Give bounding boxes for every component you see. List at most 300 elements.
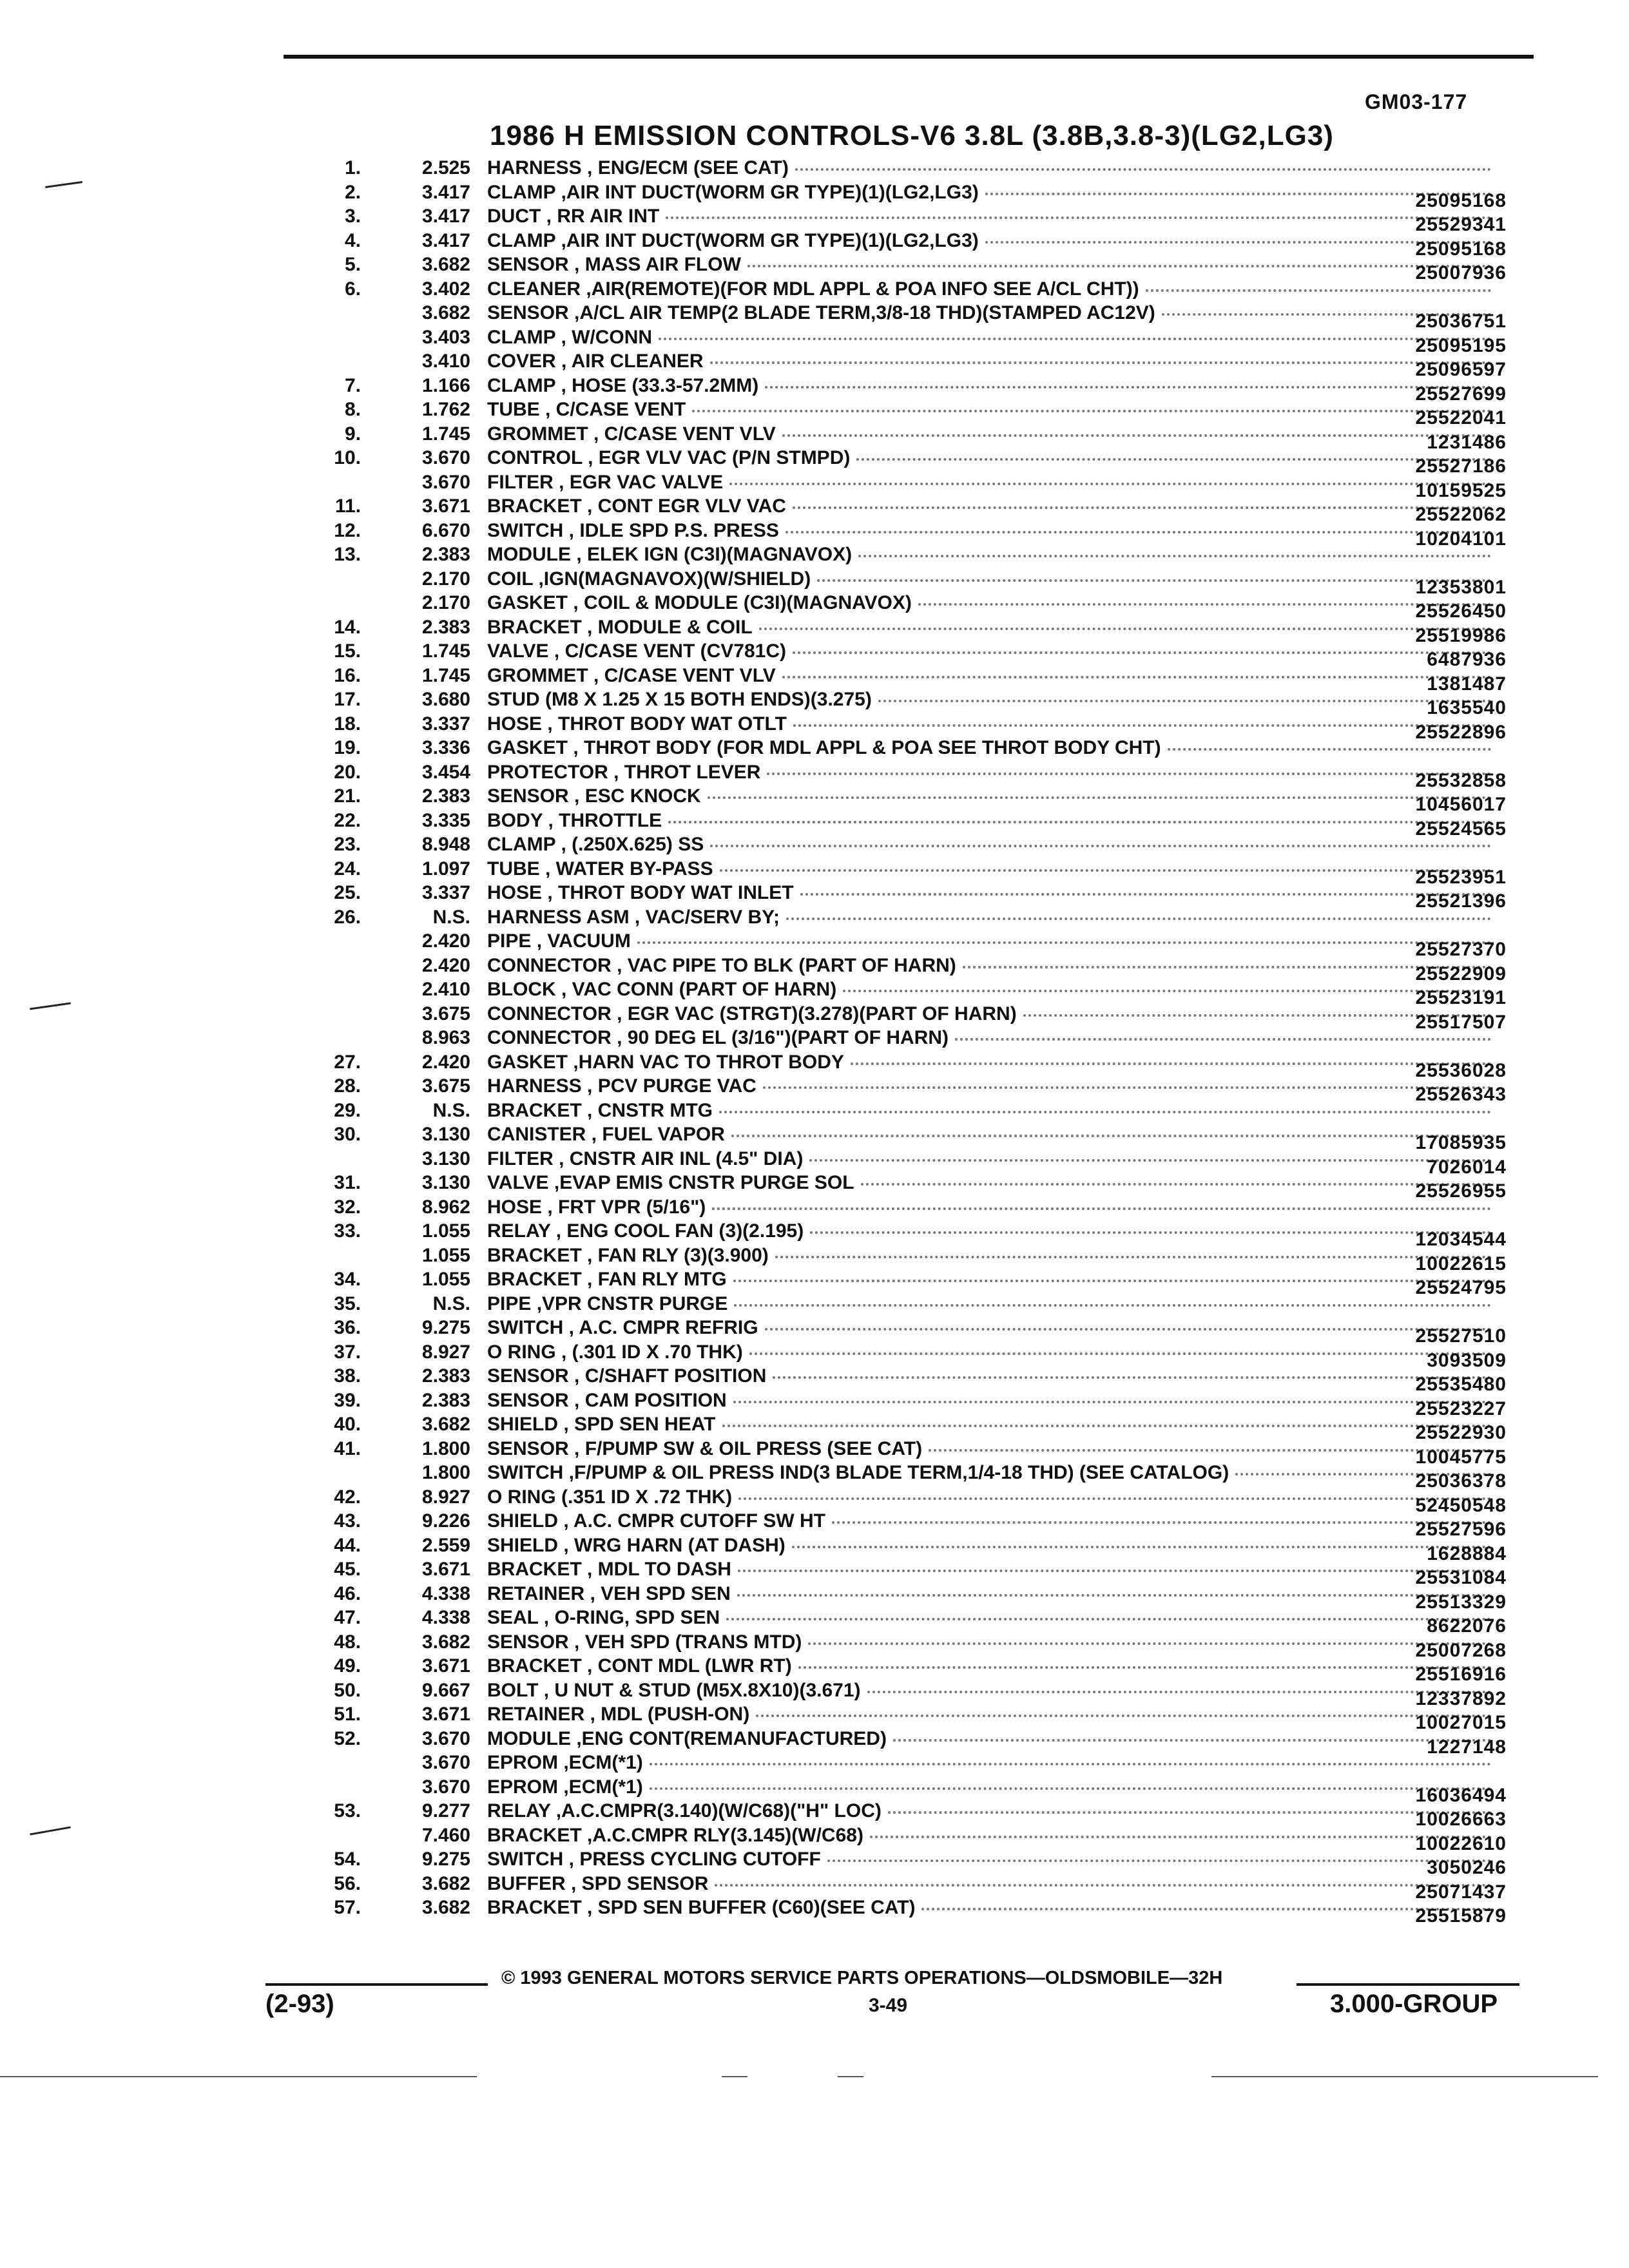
item-number: 17. xyxy=(334,689,361,710)
part-number: 7026014 xyxy=(1427,1156,1507,1178)
part-description: BRACKET , FAN RLY (3)(3.900) xyxy=(487,1244,769,1266)
part-number: 25527596 xyxy=(1415,1519,1507,1540)
part-number: 25531084 xyxy=(1415,1567,1507,1588)
group-number: 2.420 xyxy=(421,930,470,952)
top-rule xyxy=(284,55,1534,59)
part-row xyxy=(309,1654,1521,1685)
part-description: VALVE , C/CASE VENT (CV781C) xyxy=(487,640,786,662)
item-number: 19. xyxy=(334,737,361,758)
part-description: HOSE , THROT BODY WAT INLET xyxy=(487,882,794,903)
bottom-rule xyxy=(0,2076,477,2077)
part-description-cell xyxy=(487,1702,1496,1727)
part-description-cell xyxy=(487,687,1496,712)
part-number: 25523951 xyxy=(1415,866,1507,888)
part-description: VALVE ,EVAP EMIS CNSTR PURGE SOL xyxy=(487,1172,854,1193)
item-number: 36. xyxy=(334,1317,361,1338)
group-number: 2.420 xyxy=(421,1051,470,1073)
part-description: GASKET ,HARN VAC TO THROT BODY xyxy=(487,1051,844,1073)
part-number: 25095168 xyxy=(1415,238,1507,260)
part-number: 25036751 xyxy=(1415,311,1507,332)
group-number: 8.927 xyxy=(421,1341,470,1363)
group-number: 2.383 xyxy=(421,544,470,565)
part-description: COVER , AIR CLEANER xyxy=(487,351,704,372)
part-number: 25526450 xyxy=(1415,601,1507,622)
item-number: 33. xyxy=(334,1220,361,1242)
part-description: BRACKET , CNSTR MTG xyxy=(487,1099,713,1121)
dot-leader xyxy=(734,1304,1491,1307)
group-number: 9.275 xyxy=(421,1317,470,1338)
part-number: 25527186 xyxy=(1415,456,1507,477)
part-description-cell xyxy=(487,929,1496,954)
part-number: 25007268 xyxy=(1415,1639,1507,1661)
part-description: SEAL , O-RING, SPD SEN xyxy=(487,1607,720,1628)
group-number: 1.745 xyxy=(421,664,470,686)
group-number: 8.963 xyxy=(421,1027,470,1048)
page-id: GM03-177 xyxy=(1365,90,1468,113)
part-row xyxy=(309,519,1521,550)
footer-page-number: 3-49 xyxy=(869,1995,908,2016)
item-number: 18. xyxy=(334,713,361,735)
part-description: RETAINER , VEH SPD SEN xyxy=(487,1582,731,1604)
item-number: 40. xyxy=(334,1414,361,1435)
part-description: CONNECTOR , 90 DEG EL (3/16")(PART OF HARN) xyxy=(487,1027,949,1048)
group-number: 3.671 xyxy=(421,1655,470,1677)
part-row xyxy=(309,1461,1521,1492)
item-number: 56. xyxy=(334,1872,361,1894)
part-description-cell xyxy=(487,1485,1496,1510)
margin-mark xyxy=(45,181,82,188)
part-description-cell xyxy=(487,1316,1496,1340)
part-number: 1381487 xyxy=(1427,673,1507,695)
item-number: 15. xyxy=(334,640,361,662)
part-description-cell xyxy=(487,253,1496,277)
part-description-cell xyxy=(487,1630,1496,1655)
part-description: CONTROL , EGR VLV VAC (P/N STMPD) xyxy=(487,447,851,468)
part-row xyxy=(309,1847,1521,1878)
item-number: 51. xyxy=(334,1704,361,1725)
part-number: 25513329 xyxy=(1415,1591,1507,1613)
part-description-cell xyxy=(487,760,1496,785)
part-row xyxy=(309,1219,1521,1250)
part-row xyxy=(309,1267,1521,1298)
group-number: 3.670 xyxy=(421,1776,470,1798)
part-description: RELAY , ENG COOL FAN (3)(2.195) xyxy=(487,1220,804,1242)
part-description-cell xyxy=(487,954,1496,978)
part-number: 12337892 xyxy=(1415,1687,1507,1709)
group-number: N.S. xyxy=(432,1293,470,1314)
part-description: CLAMP , HOSE (33.3-57.2MM) xyxy=(487,374,759,396)
part-row xyxy=(309,1389,1521,1419)
group-number: 2.410 xyxy=(421,979,470,1000)
part-number: 25516916 xyxy=(1415,1664,1507,1685)
part-number: 1628884 xyxy=(1427,1542,1507,1564)
part-row xyxy=(309,494,1521,525)
part-row xyxy=(309,1099,1521,1123)
part-description-cell xyxy=(487,229,1496,253)
part-description-cell xyxy=(487,977,1496,1002)
part-description: RETAINER , MDL (PUSH-ON) xyxy=(487,1704,750,1725)
part-row xyxy=(309,1823,1521,1854)
footer-rule xyxy=(1296,1983,1519,1986)
part-row xyxy=(309,398,1521,428)
part-description-cell xyxy=(487,204,1496,229)
bottom-rule xyxy=(1211,2076,1598,2077)
part-description-cell xyxy=(487,1412,1496,1437)
bottom-rule xyxy=(838,2076,863,2077)
part-row xyxy=(309,1533,1521,1564)
part-description: SENSOR , CAM POSITION xyxy=(487,1389,727,1411)
part-row xyxy=(309,156,1521,180)
part-description-cell xyxy=(487,809,1496,833)
part-description: MODULE , ELEK IGN (C3I)(MAGNAVOX) xyxy=(487,544,853,565)
part-description-cell xyxy=(487,470,1496,495)
part-description: SENSOR , C/SHAFT POSITION xyxy=(487,1365,767,1387)
part-row xyxy=(309,349,1521,380)
part-description: BRACKET ,A.C.CMPR RLY(3.145)(W/C68) xyxy=(487,1824,863,1846)
dot-leader xyxy=(1146,289,1491,292)
item-number: 20. xyxy=(334,761,361,783)
part-description-cell xyxy=(487,1292,1496,1316)
part-number: 25524565 xyxy=(1415,818,1507,840)
part-row xyxy=(309,1147,1521,1178)
group-number: 9.226 xyxy=(421,1510,470,1532)
page-title: 1986 H EMISSION CONTROLS-V6 3.8L (3.8B,3.8-3)(LG2,LG3) xyxy=(490,120,1334,151)
part-description-cell xyxy=(487,422,1496,447)
group-number: 3.130 xyxy=(421,1172,470,1193)
part-number: 25527699 xyxy=(1415,383,1507,405)
part-row xyxy=(309,1485,1521,1516)
item-number: 39. xyxy=(334,1389,361,1411)
group-number: 3.417 xyxy=(421,181,470,203)
part-row xyxy=(309,712,1521,743)
part-description-cell xyxy=(487,349,1496,374)
part-number: 25515879 xyxy=(1415,1905,1507,1927)
part-row xyxy=(309,1026,1521,1050)
dot-leader xyxy=(858,555,1491,557)
part-number: 10022610 xyxy=(1415,1832,1507,1854)
group-number: 8.948 xyxy=(421,834,470,855)
item-number: 3. xyxy=(344,206,361,227)
part-description: BRACKET , MODULE & COIL xyxy=(487,616,753,638)
part-description: SHIELD , WRG HARN (AT DASH) xyxy=(487,1534,786,1556)
group-number: 3.335 xyxy=(421,809,470,831)
part-number: 25036378 xyxy=(1415,1470,1507,1492)
group-number: 3.410 xyxy=(421,351,470,372)
part-row xyxy=(309,1582,1521,1613)
part-description-cell xyxy=(487,1171,1496,1195)
part-number: 25524795 xyxy=(1415,1277,1507,1298)
part-number: 25526343 xyxy=(1415,1084,1507,1105)
group-number: 3.337 xyxy=(421,882,470,903)
part-description: GASKET , COIL & MODULE (C3I)(MAGNAVOX) xyxy=(487,592,912,613)
part-row xyxy=(309,374,1521,405)
part-number: 10027015 xyxy=(1415,1712,1507,1733)
group-number: 3.671 xyxy=(421,495,470,517)
footer-group: 3.000-GROUP xyxy=(1330,1990,1498,2018)
item-number: 23. xyxy=(334,834,361,855)
part-description-cell xyxy=(487,325,1496,350)
group-number: 3.682 xyxy=(421,254,470,275)
part-description: RELAY ,A.C.CMPR(3.140)(W/C68)("H" LOC) xyxy=(487,1800,882,1821)
group-number: 3.454 xyxy=(421,761,470,783)
part-description: SENSOR , ESC KNOCK xyxy=(487,785,701,807)
part-row xyxy=(309,301,1521,332)
part-description-cell xyxy=(487,1606,1496,1630)
part-row xyxy=(309,1437,1521,1468)
part-row xyxy=(309,470,1521,501)
part-number: 10456017 xyxy=(1415,794,1507,815)
group-number: 3.682 xyxy=(421,1631,470,1653)
part-number: 25521396 xyxy=(1415,890,1507,912)
part-description: HARNESS ASM , VAC/SERV BY; xyxy=(487,906,780,928)
part-number: 1231486 xyxy=(1427,431,1507,453)
part-row xyxy=(309,664,1521,695)
part-number: 25095195 xyxy=(1415,334,1507,356)
part-description-cell xyxy=(487,567,1496,591)
part-description-cell xyxy=(487,374,1496,398)
group-number: 1.166 xyxy=(421,374,470,396)
part-description-cell xyxy=(487,519,1496,543)
part-description-cell xyxy=(487,156,1496,180)
part-description-cell xyxy=(487,1002,1496,1026)
group-number: 3.130 xyxy=(421,1124,470,1145)
group-number: 2.525 xyxy=(421,157,470,178)
group-number: 1.055 xyxy=(421,1220,470,1242)
margin-mark xyxy=(30,1003,71,1010)
group-number: 2.383 xyxy=(421,616,470,638)
footer-rule xyxy=(265,1983,488,1986)
part-number: 3093509 xyxy=(1427,1349,1507,1371)
part-row xyxy=(309,253,1521,284)
part-description-cell xyxy=(487,857,1496,881)
part-row xyxy=(309,1678,1521,1709)
group-number: 3.671 xyxy=(421,1704,470,1725)
part-row xyxy=(309,857,1521,888)
part-description-cell xyxy=(487,615,1496,640)
group-number: 2.383 xyxy=(421,1365,470,1387)
part-description: FILTER , EGR VAC VALVE xyxy=(487,471,724,493)
part-row xyxy=(309,615,1521,646)
part-row xyxy=(309,1195,1521,1220)
part-description-cell xyxy=(487,639,1496,664)
group-number: 1.762 xyxy=(421,399,470,420)
part-row xyxy=(309,204,1521,235)
part-description: BLOCK , VAC CONN (PART OF HARN) xyxy=(487,979,837,1000)
part-description-cell xyxy=(487,301,1496,325)
group-number: 9.275 xyxy=(421,1849,470,1870)
group-number: 3.671 xyxy=(421,1559,470,1580)
part-number: 1635540 xyxy=(1427,697,1507,718)
part-description: BUFFER , SPD SENSOR xyxy=(487,1872,709,1894)
part-description-cell xyxy=(487,1074,1496,1099)
part-number: 25519986 xyxy=(1415,624,1507,646)
part-description: SENSOR ,A/CL AIR TEMP(2 BLADE TERM,3/8-18 THD)(STAMPED AC12V) xyxy=(487,302,1155,323)
part-description-cell xyxy=(487,1751,1496,1775)
part-number: 12034544 xyxy=(1415,1229,1507,1250)
part-number: 25529341 xyxy=(1415,214,1507,235)
part-description: CLAMP , (.250X.625) SS xyxy=(487,834,704,855)
dot-leader xyxy=(795,168,1491,171)
part-description: FILTER , CNSTR AIR INL (4.5" DIA) xyxy=(487,1148,804,1169)
item-number: 46. xyxy=(334,1582,361,1604)
part-description: BRACKET , CONT MDL (LWR RT) xyxy=(487,1655,792,1677)
part-description: SWITCH ,F/PUMP & OIL PRESS IND(3 BLADE TERM,1/4-18 THD) (SEE CATALOG) xyxy=(487,1462,1229,1483)
part-row xyxy=(309,687,1521,718)
item-number: 24. xyxy=(334,858,361,879)
group-number: 2.383 xyxy=(421,785,470,807)
part-description-cell xyxy=(487,784,1496,809)
item-number: 10. xyxy=(334,447,361,468)
group-number: 9.667 xyxy=(421,1679,470,1701)
part-description-cell xyxy=(487,736,1496,760)
group-number: 3.682 xyxy=(421,1414,470,1435)
dot-leader xyxy=(955,1038,1491,1041)
part-description-cell xyxy=(487,1678,1496,1703)
group-number: 1.097 xyxy=(421,858,470,879)
item-number: 16. xyxy=(334,664,361,686)
part-row xyxy=(309,784,1521,815)
part-description: CLAMP , W/CONN xyxy=(487,326,653,348)
part-description: HARNESS , PCV PURGE VAC xyxy=(487,1075,757,1097)
part-row xyxy=(309,905,1521,930)
part-description: PIPE ,VPR CNSTR PURGE xyxy=(487,1293,728,1314)
part-number: 25527370 xyxy=(1415,939,1507,960)
part-description-cell xyxy=(487,1195,1496,1220)
part-row xyxy=(309,1412,1521,1443)
part-description: CONNECTOR , VAC PIPE TO BLK (PART OF HARN) xyxy=(487,954,956,976)
item-number: 22. xyxy=(334,809,361,831)
part-description-cell xyxy=(487,1147,1496,1171)
part-row xyxy=(309,954,1521,985)
group-number: 4.338 xyxy=(421,1582,470,1604)
dot-leader xyxy=(650,1787,1491,1790)
part-row xyxy=(309,180,1521,211)
part-description-cell xyxy=(487,1654,1496,1678)
part-description-cell xyxy=(487,881,1496,905)
part-row xyxy=(309,1316,1521,1347)
part-description-cell xyxy=(487,1244,1496,1268)
part-row xyxy=(309,1799,1521,1830)
part-number: 25522896 xyxy=(1415,721,1507,743)
part-number: 25522909 xyxy=(1415,963,1507,985)
part-description: SWITCH , A.C. CMPR REFRIG xyxy=(487,1317,758,1338)
group-number: 3.680 xyxy=(421,689,470,710)
group-number: 2.170 xyxy=(421,568,470,590)
part-description: CLAMP ,AIR INT DUCT(WORM GR TYPE)(1)(LG2,LG3) xyxy=(487,181,979,203)
part-row xyxy=(309,543,1521,567)
part-row xyxy=(309,1122,1521,1153)
item-number: 26. xyxy=(334,906,361,928)
part-number: 3050246 xyxy=(1427,1857,1507,1878)
part-row xyxy=(309,1727,1521,1758)
item-number: 32. xyxy=(334,1196,361,1218)
part-description: BRACKET , CONT EGR VLV VAC xyxy=(487,495,786,517)
part-description-cell xyxy=(487,398,1496,422)
part-description: DUCT , RR AIR INT xyxy=(487,206,660,227)
item-number: 47. xyxy=(334,1607,361,1628)
part-row xyxy=(309,446,1521,477)
group-number: 1.745 xyxy=(421,640,470,662)
part-row xyxy=(309,1074,1521,1105)
part-description: SENSOR , MASS AIR FLOW xyxy=(487,254,741,275)
part-description-cell xyxy=(487,1437,1496,1461)
part-description-cell xyxy=(487,1557,1496,1582)
part-description: TUBE , C/CASE VENT xyxy=(487,399,686,420)
part-number: 10022615 xyxy=(1415,1253,1507,1274)
part-description: BOLT , U NUT & STUD (M5X.8X10)(3.671) xyxy=(487,1679,861,1701)
part-description: CLEANER ,AIR(REMOTE)(FOR MDL APPL & POA INFO SEE A/CL CHT)) xyxy=(487,278,1139,300)
part-description: SENSOR , VEH SPD (TRANS MTD) xyxy=(487,1631,802,1653)
part-row xyxy=(309,832,1521,857)
part-number: 10045775 xyxy=(1415,1446,1507,1468)
group-number: 1.055 xyxy=(421,1269,470,1290)
part-number: 25522930 xyxy=(1415,1422,1507,1443)
item-number: 11. xyxy=(334,495,361,517)
part-row xyxy=(309,229,1521,260)
part-row xyxy=(309,591,1521,622)
footer-copyright: © 1993 GENERAL MOTORS SERVICE PARTS OPERATIONS—OLDSMOBILE—32H xyxy=(501,1968,1223,1988)
part-number: 25096597 xyxy=(1415,359,1507,380)
group-number: 3.130 xyxy=(421,1148,470,1169)
group-number: 8.927 xyxy=(421,1486,470,1508)
item-number: 21. xyxy=(334,785,361,807)
group-number: 2.559 xyxy=(421,1534,470,1556)
part-description-cell xyxy=(487,1389,1496,1413)
part-description: CANISTER , FUEL VAPOR xyxy=(487,1124,725,1145)
item-number: 4. xyxy=(344,229,361,251)
part-description-cell xyxy=(487,180,1496,205)
part-number: 10204101 xyxy=(1415,528,1507,550)
part-row xyxy=(309,809,1521,840)
part-row xyxy=(309,567,1521,598)
part-description-cell xyxy=(487,712,1496,736)
part-number: 25523191 xyxy=(1415,987,1507,1008)
group-number: 2.170 xyxy=(421,592,470,613)
part-number: 25523227 xyxy=(1415,1398,1507,1419)
part-description: BRACKET , FAN RLY MTG xyxy=(487,1269,727,1290)
item-number: 1. xyxy=(344,157,361,178)
item-number: 29. xyxy=(334,1099,361,1121)
group-number: 2.420 xyxy=(421,954,470,976)
part-number: 10159525 xyxy=(1415,479,1507,501)
group-number: 3.670 xyxy=(421,447,470,468)
part-description-cell xyxy=(487,1509,1496,1533)
item-number: 57. xyxy=(334,1897,361,1918)
group-number: 3.670 xyxy=(421,1727,470,1749)
part-description-cell xyxy=(487,543,1496,567)
part-number: 25526955 xyxy=(1415,1180,1507,1202)
part-row xyxy=(309,639,1521,670)
part-description-cell xyxy=(487,1364,1496,1389)
group-number: N.S. xyxy=(432,1099,470,1121)
item-number: 13. xyxy=(334,544,361,565)
part-description: GASKET , THROT BODY (FOR MDL APPL & POA SEE THROT BODY CHT) xyxy=(487,737,1161,758)
part-description: SHIELD , SPD SEN HEAT xyxy=(487,1414,716,1435)
part-number: 25071437 xyxy=(1415,1881,1507,1903)
margin-mark xyxy=(30,1826,71,1835)
part-row xyxy=(309,929,1521,960)
part-description-cell xyxy=(487,1582,1496,1606)
part-number: 25536028 xyxy=(1415,1059,1507,1081)
part-description: SENSOR , F/PUMP SW & OIL PRESS (SEE CAT) xyxy=(487,1437,923,1459)
group-number: 3.417 xyxy=(421,206,470,227)
group-number: 2.383 xyxy=(421,1389,470,1411)
part-description-cell xyxy=(487,1122,1496,1147)
group-number: 3.336 xyxy=(421,737,470,758)
part-row xyxy=(309,277,1521,302)
part-description-cell xyxy=(487,1896,1496,1920)
part-number: 25522062 xyxy=(1415,504,1507,525)
